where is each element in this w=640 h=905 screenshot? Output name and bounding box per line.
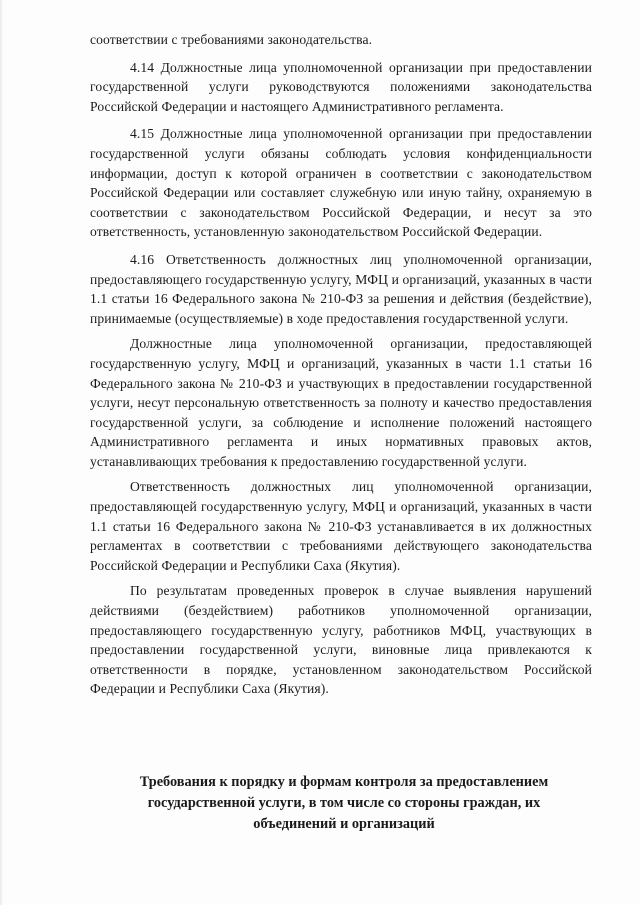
- paragraph-personal-responsibility: Должностные лица уполномоченной организации, предоставляющей государственную услугу, МФЦ и организаций, указанных в части 1.1 статьи 16 Федерального закона № 210-ФЗ и участвующих в предоставлении государственной услуги, несут персональную ответственность за полноту и качество предоставления государственной услуги, за соблюдение и исполнение положений настоящего Административного регламента и иных нормативных правовых актов, устанавливающих требования к предоставлению государственной услуги.: [90, 336, 592, 469]
- document-body: [90, 30, 592, 705]
- paragraph-4-16: 4.16 Ответственность должностных лиц уполномоченной организации, предоставляющего государственную услугу, МФЦ и организаций, указанных в части 1.1 статьи 16 Федерального закона № 210-ФЗ за решения и действия (бездействие), принимаемые (осуществляемые) в ходе предоставления государственной услуги.: [90, 251, 592, 326]
- paragraph-4-14: 4.14 Должностные лица уполномоченной организации при предоставлении государственной услуги руководствуются положениями законодательства Российской Федерации и настоящего Административного регламента.: [90, 59, 592, 114]
- section-heading: Требования к порядку и формам контроля за предоставлением государственной услуги, в том числе со стороны граждан, их объединений и организаций: [139, 774, 549, 832]
- paragraph-4-15: 4.15 Должностные лица уполномоченной организации при предоставлении государственной услуги обязаны соблюдать условия конфиденциальности информации, доступ к которой ограничен в соответствии с законодательством Российской Федерации или составляет служебную или иную тайну, охраняемую в соответствии с законодательством Российской Федерации, и несут за это ответственность, установленную законодательством Российской Федерации.: [90, 126, 592, 240]
- scan-edge: [0, 0, 3, 905]
- paragraph-responsibility-regulations: Ответственность должностных лиц уполномоченной организации, предоставляющей государственную услугу, МФЦ и организаций, указанных в части 1.1 статьи 16 Федерального закона № 210-ФЗ устанавливается в их должностных регламентах в соответствии с требованиями действующего законодательства Российской Федерации и Республики Саха (Якутия).: [90, 479, 592, 573]
- paragraph-continuation: соответствии с требованиями законодательства.: [90, 32, 373, 47]
- paragraph-inspection-results: По результатам проведенных проверок в случае выявления нарушений действиями (бездействием) работников уполномоченной организации, предоставляющего государственную услугу, работников МФЦ, участвующих в предоставлении государственной услуги, виновные лица привлекаются к ответственности в порядке, установленном законодательством Российской Федерации и Республики Саха (Якутия).: [90, 583, 592, 697]
